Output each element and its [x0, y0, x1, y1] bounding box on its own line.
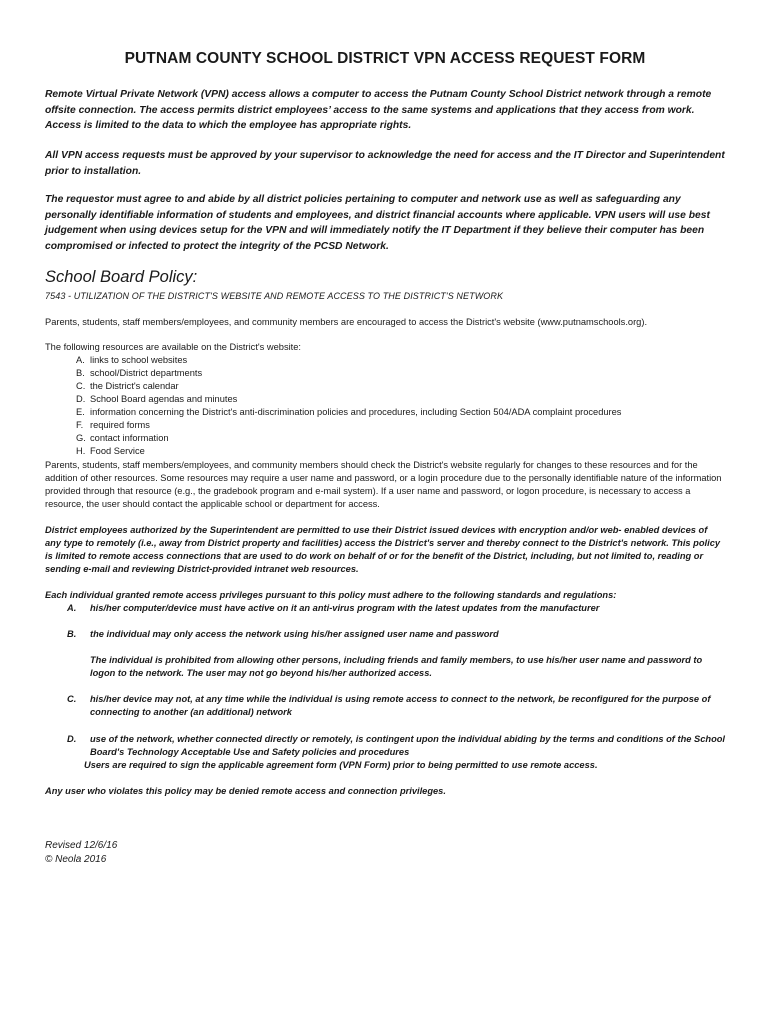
policy-subheading: 7543 - UTILIZATION OF THE DISTRICT'S WEBSITE AND REMOTE ACCESS TO THE DISTRICT'S NETWORK: [45, 291, 504, 301]
check-regularly-paragraph: Parents, students, staff members/employees, and community members should check the District's website regularly for changes to these resources and for the addition of other resources. Some resources may require a user name and password, or a login procedure due to the personally identifiable nature of the information provided through that resource (e.g., the gradebook program and e-mail system). If a user name and password, or logon procedure, is necessary to access a resource, the user should contact the applicable school or department for access.: [45, 460, 722, 509]
standard-item-b: B. the individual may only access the network using his/her assigned user name and password: [67, 629, 499, 639]
copyright-notice: © Neola 2016: [45, 854, 107, 865]
policy-encourage: Parents, students, staff members/employees, and community members are encouraged to access the District's website (www.putnamschools.org).: [45, 317, 648, 327]
standard-item-c: C. his/her device may not, at any time while the individual is using remote access to connect to the network, be reconfigured for the purpose of connecting to another (an additional) network: [67, 694, 711, 717]
list-item: H. Food Service: [76, 446, 145, 456]
intro-paragraph-2: All VPN access requests must be approved by your supervisor to acknowledge the need for access and the IT Director and Superintendent prior to installation.: [45, 150, 725, 177]
list-item: B. school/District departments: [76, 368, 203, 378]
standard-item-a: A. his/her computer/device must have active on it an anti-virus program with the latest updates from the manufacturer: [67, 603, 600, 613]
list-item: E. information concerning the District's anti-discrimination policies and procedures, including Section 504/ADA complaint procedures: [76, 407, 622, 417]
agreement-note: Users are required to sign the applicable agreement form (VPN Form) prior to being permitted to use remote access.: [84, 760, 598, 770]
list-item: A. links to school websites: [76, 355, 188, 365]
list-item: F. required forms: [76, 420, 150, 430]
resources-list: [45, 354, 725, 458]
prohibited-paragraph: The individual is prohibited from allowing other persons, including friends and family members, to use his/her user name and password to logon to the network. The user may not go beyond his/her authorized access.: [90, 655, 703, 678]
policy-heading: School Board Policy:: [45, 268, 198, 286]
intro-paragraph-3: The requestor must agree to and abide by all district policies pertaining to computer and network use as well as safeguarding any personally identifiable information of students and employees, and district financial accounts where applicable. VPN users will use best judgement when using devices setup for the VPN and will immediately notify the IT Department if they believe their computer has been compromised or infected to protect the integrity of the PCSD Network.: [45, 194, 710, 252]
page-title: PUTNAM COUNTY SCHOOL DISTRICT VPN ACCESS REQUEST FORM: [124, 50, 646, 67]
list-item: C. the District's calendar: [76, 381, 179, 391]
revised-date: Revised 12/6/16: [45, 840, 118, 851]
intro-paragraph-1: Remote Virtual Private Network (VPN) access allows a computer to access the Putnam County School District network through a remote offsite connection. The access permits district employees’ access to the same systems and applications that they access from work. Access is limited to the data to which the employee has appropriate rights.: [45, 89, 712, 131]
violation-note: Any user who violates this policy may be denied remote access and connection privileges.: [45, 786, 446, 796]
list-item: D. School Board agendas and minutes: [76, 394, 238, 404]
list-item: G. contact information: [76, 433, 169, 443]
standards-intro: Each individual granted remote access privileges pursuant to this policy must adhere to the following standards and regulations:: [45, 590, 617, 600]
authorized-paragraph: District employees authorized by the Superintendent are permitted to use their District issued devices with encryption and/or web- enabled devices of any type to remotely (i.e., away from District property and facilities) access the District's server and thereby connect to the District's network. This policy is limited to remote access connections that are used to do work on behalf of or for the benefit of the District, including, but not limited to, reading or sending e-mail and reviewing District-provided intranet web resources.: [45, 525, 721, 574]
resources-intro: The following resources are available on the District's website:: [45, 342, 302, 352]
standard-item-d: D. use of the network, whether connected directly or remotely, is contingent upon the individual abiding by the terms and conditions of the School Board's Technology Acceptable Use and Safety policies and procedures: [67, 734, 726, 757]
